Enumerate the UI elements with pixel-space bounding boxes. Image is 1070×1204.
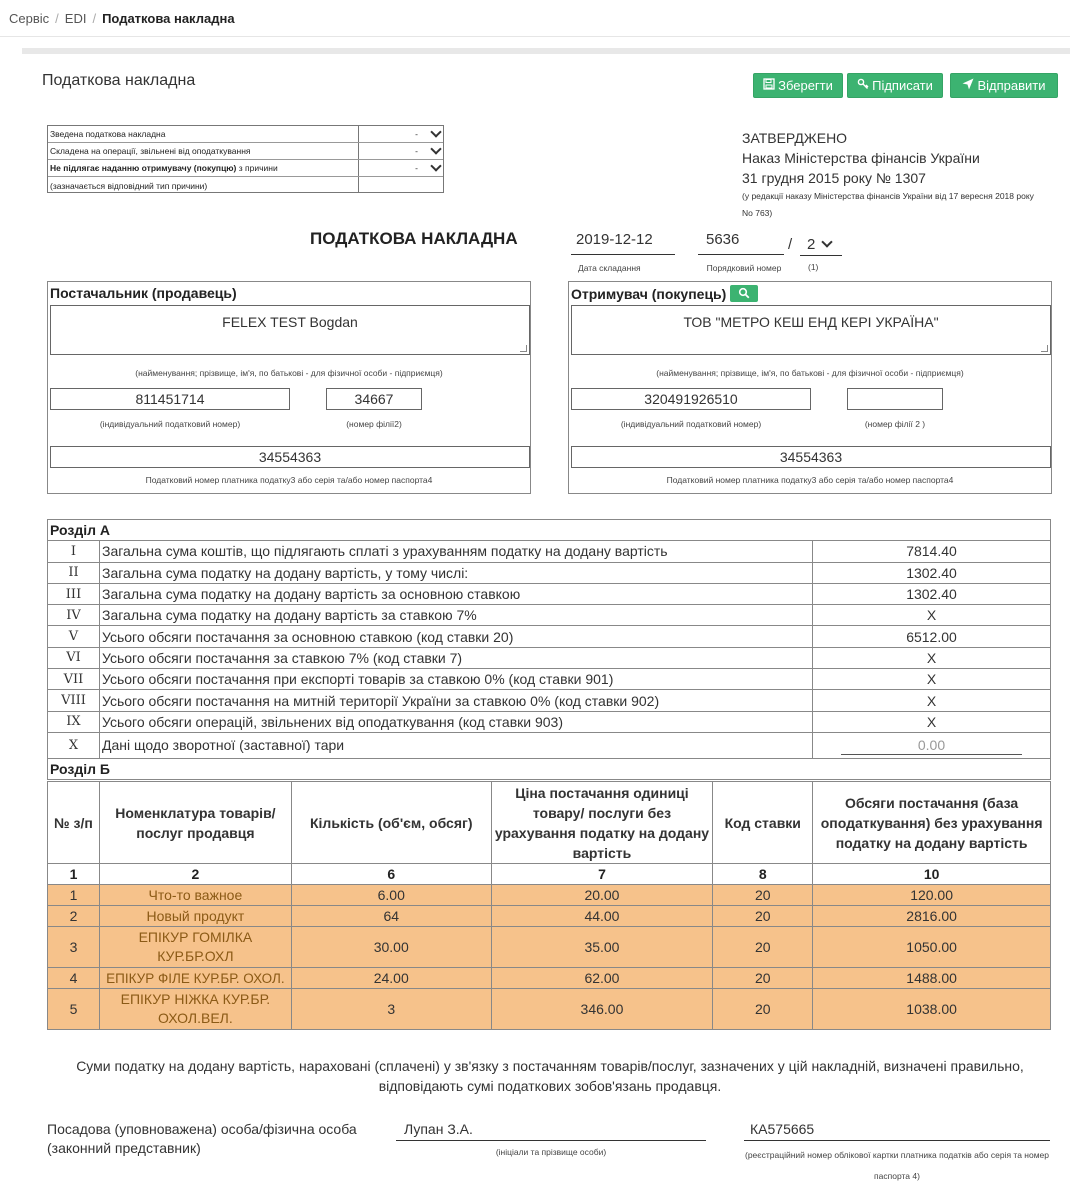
chevron-down-icon — [430, 143, 441, 154]
condition-label: (зазначається відповідний тип причини) — [50, 180, 208, 191]
seller-inn-input[interactable]: 811451714 — [50, 388, 290, 410]
item-number: 2 — [48, 906, 100, 927]
send-button[interactable] — [950, 73, 1058, 98]
col-number: 2 — [99, 864, 291, 885]
row-number: III — [48, 583, 100, 604]
select-value: - — [415, 146, 418, 156]
table-row — [48, 626, 1051, 647]
col-number: 10 — [813, 864, 1051, 885]
approval-line-2: Наказ Міністерства фінансів України — [742, 150, 980, 166]
number-field[interactable]: 5636 — [698, 231, 784, 255]
number-label: Порядковий номер — [706, 263, 782, 273]
condition-exempt — [48, 143, 443, 160]
col-number: 7 — [491, 864, 713, 885]
buyer-inn-input[interactable]: 320491926510 — [571, 388, 811, 410]
buyer-name-input[interactable]: ТОВ "МЕТРО КЕШ ЕНД КЕРІ УКРАЇНА" — [571, 305, 1051, 355]
row-number: II — [48, 562, 100, 583]
suffix-label: (1) — [808, 262, 819, 272]
select-value: - — [415, 129, 418, 139]
approval-block — [742, 128, 1042, 222]
seller-header-label: Постачальник (продавець) — [50, 285, 237, 301]
section-a-title: Розділ А — [48, 520, 1051, 541]
section-a-table — [47, 519, 1051, 780]
chevron-down-icon — [430, 126, 441, 137]
row-label: Усього обсяги постачання за основною ставкою (код ставки 20) — [100, 626, 813, 647]
buyer-branch-label: (номер філії 2 ) — [864, 419, 926, 429]
item-qty: 64 — [291, 906, 491, 927]
date-field[interactable]: 2019-12-12 — [571, 231, 675, 255]
vat-statement: Суми податку на додану вартість, нараховані (сплачені) у зв'язку з постачанням товарів/послуг, зазначених у цій накладній, визначені правильно, відповідають сумі податкових зобов'язань продавця. — [76, 1058, 1024, 1094]
buyer-header-label: Отримувач (покупець) — [571, 285, 727, 302]
item-total: 1488.00 — [813, 968, 1051, 989]
item-number: 5 — [48, 989, 100, 1030]
table-row[interactable] — [48, 906, 1051, 927]
signer-label: (ініціали та прізвище особи) — [495, 1147, 607, 1157]
seller-taxid-input[interactable]: 34554363 — [50, 446, 530, 468]
table-row — [48, 732, 1051, 758]
item-number: 1 — [48, 885, 100, 906]
approval-line-3: 31 грудня 2015 року № 1307 — [742, 170, 926, 186]
sign-button[interactable] — [847, 73, 943, 98]
item-name[interactable]: ЕПІКУР ФІЛЕ КУР.БР. ОХОЛ. — [99, 968, 291, 989]
col-header: Номенклатура товарів/ послуг продавця — [99, 782, 291, 864]
save-button[interactable] — [753, 73, 843, 98]
breadcrumb-edi[interactable]: EDI — [64, 11, 87, 26]
row-number: X — [48, 732, 100, 758]
breadcrumb-separator: / — [92, 11, 97, 26]
row-label: Усього обсяги постачання при експорті товарів за ставкою 0% (код ставки 901) — [100, 669, 813, 690]
row-value: 1302.40 — [813, 562, 1051, 583]
row-number: IV — [48, 605, 100, 626]
item-price: 62.00 — [491, 968, 713, 989]
item-qty: 3 — [291, 989, 491, 1030]
section-a-header-row — [48, 520, 1051, 541]
row-label: Загальна сума податку на додану вартість за основною ставкою — [100, 583, 813, 604]
paper-plane-icon — [962, 78, 974, 93]
item-rate: 20 — [713, 927, 813, 968]
floppy-disk-icon — [763, 78, 775, 93]
buyer-branch-input[interactable] — [847, 388, 943, 410]
section-b-title: Розділ Б — [48, 758, 1051, 779]
item-number: 4 — [48, 968, 100, 989]
item-name[interactable]: ЕПІКУР ГОМІЛКА КУР.БР.ОХЛ — [99, 927, 291, 968]
exempt-select[interactable] — [358, 143, 443, 159]
item-rate: 20 — [713, 989, 813, 1030]
condition-reason — [48, 177, 443, 194]
item-price: 20.00 — [491, 885, 713, 906]
tare-input[interactable]: 0.00 — [841, 736, 1022, 755]
table-header-row — [48, 782, 1051, 864]
seller-inn-label: (індивідуальний податковий номер) — [99, 419, 241, 429]
consolidated-select[interactable] — [358, 126, 443, 142]
row-value: X — [813, 605, 1051, 626]
approval-note: (у редакції наказу Міністерства фінансів України від 17 вересня 2018 року No 763) — [742, 191, 1034, 218]
seller-name-label: (найменування; прізвище, ім'я, по батькові - для фізичної особи - підприємця) — [135, 368, 443, 378]
col-header: Обсяги постачання (база оподаткування) без урахування податку на додану вартість — [813, 782, 1051, 864]
item-total: 2816.00 — [813, 906, 1051, 927]
breadcrumb-current: Податкова накладна — [102, 11, 235, 26]
item-total: 1050.00 — [813, 927, 1051, 968]
item-qty: 6.00 — [291, 885, 491, 906]
reason-field[interactable] — [358, 177, 443, 193]
row-label: Усього обсяги операцій, звільнених від оподаткування (код ставки 903) — [100, 711, 813, 732]
condition-label: Зведена податкова накладна — [50, 129, 166, 139]
col-header: Ціна постачання одиниці товару/ послуги без урахування податку на додану вартість — [491, 782, 713, 864]
row-label: Усього обсяги постачання за ставкою 7% (код ставки 7) — [100, 647, 813, 668]
seller-panel — [47, 281, 531, 494]
row-value: 1302.40 — [813, 583, 1051, 604]
item-total: 1038.00 — [813, 989, 1051, 1030]
condition-label-bold: Не підлягає наданню отримувачу (покупцю) — [50, 163, 237, 173]
row-label: Загальна сума податку на додану вартість за ставкою 7% — [100, 605, 813, 626]
buyer-taxid-input[interactable]: 34554363 — [571, 446, 1051, 468]
table-row — [48, 562, 1051, 583]
item-price: 35.00 — [491, 927, 713, 968]
buyer-inn-label: (індивідуальний податковий номер) — [620, 419, 762, 429]
reg-number-label: (реєстраційний номер облікової картки платника податків або серія та номер паспорта 4) — [744, 1150, 1050, 1181]
conditions-box — [47, 125, 444, 193]
row-label: Загальна сума коштів, що підлягають сплаті з урахуванням податку на додану вартість — [100, 541, 813, 562]
condition-label: Складена на операції, звільнені від оподаткування — [50, 146, 251, 156]
not-provided-select[interactable] — [358, 160, 443, 176]
table-row[interactable] — [48, 989, 1051, 1030]
panel-title: Податкова накладна — [42, 72, 196, 89]
col-header: № з/п — [48, 782, 100, 864]
item-name[interactable]: Что-то важное — [99, 885, 291, 906]
col-header: Код ставки — [713, 782, 813, 864]
row-number: VI — [48, 647, 100, 668]
item-rate: 20 — [713, 906, 813, 927]
table-row — [48, 669, 1051, 690]
seller-header — [50, 285, 237, 301]
table-row — [48, 605, 1051, 626]
row-value: X — [813, 669, 1051, 690]
table-row — [48, 711, 1051, 732]
section-b-header-row — [48, 758, 1051, 779]
breadcrumb — [9, 11, 235, 26]
table-row[interactable] — [48, 885, 1051, 906]
col-number: 1 — [48, 864, 100, 885]
row-value: 7814.40 — [813, 541, 1051, 562]
condition-label-rest: з причини — [236, 163, 278, 173]
buyer-panel — [568, 281, 1052, 494]
table-row[interactable] — [48, 968, 1051, 989]
row-value: X — [813, 647, 1051, 668]
send-button-label: Відправити — [977, 78, 1046, 93]
table-row — [48, 541, 1051, 562]
col-number: 6 — [291, 864, 491, 885]
row-label: Усього обсяги постачання на митній території України за ставкою 0% (код ставки 902) — [100, 690, 813, 711]
item-qty: 24.00 — [291, 968, 491, 989]
col-number: 8 — [713, 864, 813, 885]
chevron-down-icon — [822, 236, 833, 247]
table-row — [48, 690, 1051, 711]
item-number: 3 — [48, 927, 100, 968]
suffix-select[interactable] — [800, 234, 842, 256]
number-slash: / — [788, 236, 793, 253]
condition-consolidated — [48, 126, 443, 143]
key-icon — [857, 78, 869, 93]
seller-name-input[interactable]: FELEX TEST Bogdan — [50, 305, 530, 355]
buyer-header — [571, 285, 758, 302]
item-qty: 30.00 — [291, 927, 491, 968]
document-title: ПОДАТКОВА НАКЛАДНА — [310, 229, 518, 248]
condition-label — [50, 163, 278, 173]
approval-line-1: ЗАТВЕРДЖЕНО — [742, 130, 848, 146]
row-value: X — [813, 711, 1051, 732]
item-rate: 20 — [713, 885, 813, 906]
seller-taxid-label: Податковий номер платника податку3 або серія та/або номер паспорта4 — [145, 475, 433, 485]
row-label: Дані щодо зворотної (заставної) тари — [100, 732, 813, 758]
item-price: 346.00 — [491, 989, 713, 1030]
header-divider — [0, 36, 1070, 37]
item-price: 44.00 — [491, 906, 713, 927]
buyer-name-label: (найменування; прізвище, ім'я, по батькові - для фізичної особи - підприємця) — [656, 368, 964, 378]
row-number: V — [48, 626, 100, 647]
buyer-taxid-label: Податковий номер платника податку3 або серія та/або номер паспорта4 — [666, 475, 954, 485]
item-total: 120.00 — [813, 885, 1051, 906]
item-rate: 20 — [713, 968, 813, 989]
official-label: Посадова (уповноважена) особа/фізична особа (законний представник) — [47, 1121, 357, 1156]
date-label: Дата складання — [578, 263, 641, 273]
chevron-down-icon — [430, 160, 441, 171]
item-name[interactable]: Новый продукт — [99, 906, 291, 927]
table-row — [48, 583, 1051, 604]
table-row — [48, 647, 1051, 668]
search-icon — [738, 286, 750, 302]
breadcrumb-service[interactable]: Сервіс — [9, 11, 50, 26]
col-header: Кількість (об'єм, обсяг) — [291, 782, 491, 864]
seller-branch-input[interactable]: 34667 — [326, 388, 422, 410]
row-label: Загальна сума податку на додану вартість, у тому числі: — [100, 562, 813, 583]
row-value-cell — [813, 732, 1051, 758]
signer-field[interactable]: Лупан З.А. — [396, 1121, 706, 1141]
suffix-value: 2 — [807, 236, 816, 253]
reg-number-field[interactable]: КА575665 — [744, 1121, 1050, 1141]
row-number: I — [48, 541, 100, 562]
seller-branch-label: (номер філії2) — [346, 419, 402, 429]
breadcrumb-separator: / — [55, 11, 59, 26]
select-value: - — [415, 163, 418, 173]
row-value: X — [813, 690, 1051, 711]
sign-button-label: Підписати — [872, 78, 933, 93]
row-value: 6512.00 — [813, 626, 1051, 647]
row-number: VIII — [48, 690, 100, 711]
table-row[interactable] — [48, 927, 1051, 968]
section-b-table — [47, 781, 1051, 1030]
row-number: VII — [48, 669, 100, 690]
condition-not-provided — [48, 160, 443, 177]
item-name[interactable]: ЕПІКУР НІЖКА КУР.БР. ОХОЛ.ВЕЛ. — [99, 989, 291, 1030]
save-button-label: Зберегти — [778, 78, 833, 93]
buyer-search-button[interactable] — [730, 285, 758, 302]
row-number: IX — [48, 711, 100, 732]
column-number-row — [48, 864, 1051, 885]
